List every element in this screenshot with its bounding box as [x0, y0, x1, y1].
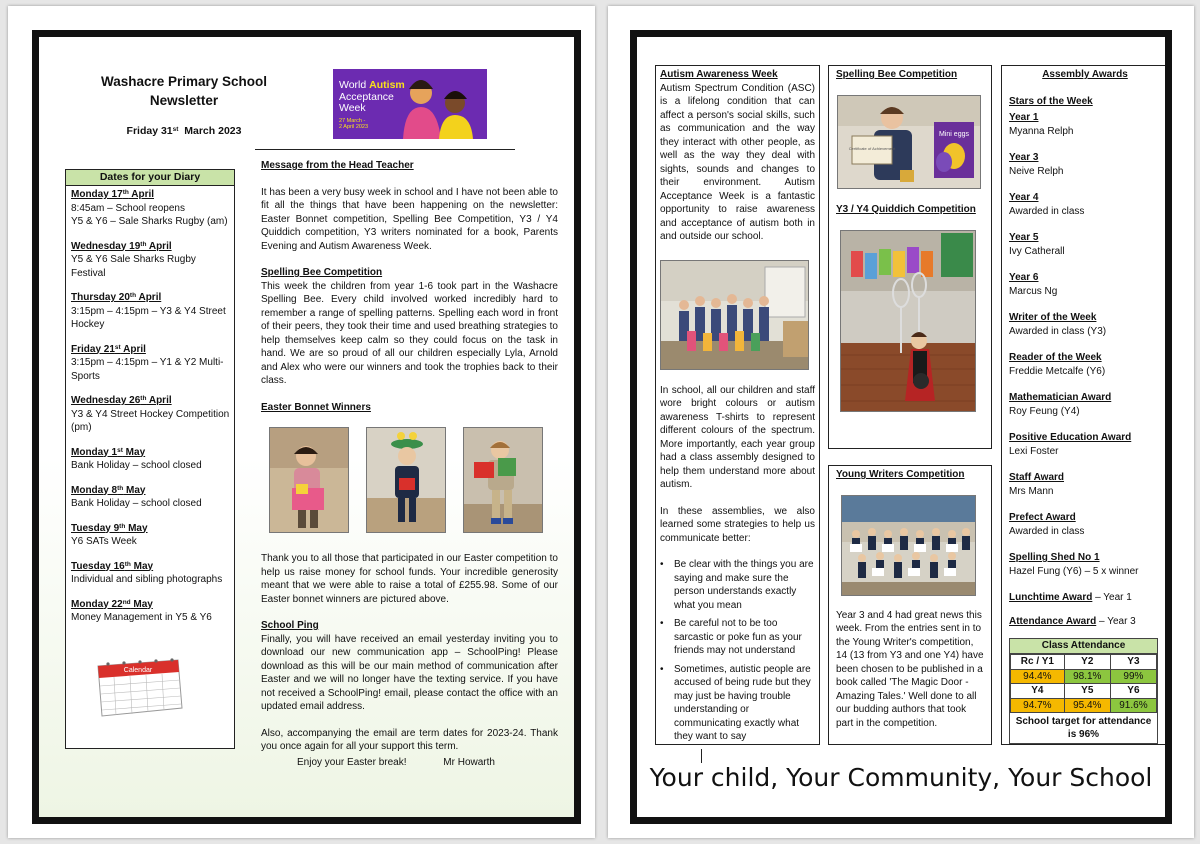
attendance-percentage: 94.7%	[1011, 698, 1065, 713]
diary-day-suffix: th	[140, 395, 147, 402]
diary-day-suffix: st	[114, 343, 121, 351]
diary-entry	[71, 484, 230, 511]
attendance-class-label: Rc / Y1	[1011, 655, 1065, 670]
diary-month: April	[120, 343, 146, 355]
diary-day: Wednesday 19	[71, 240, 141, 252]
date-day: Friday 31	[126, 125, 173, 137]
calendar-label: Calendar	[123, 667, 153, 674]
banner-dates-2: 2 April 2023	[339, 124, 369, 130]
diary-month: May	[130, 560, 154, 572]
strategy-item: • Be clear with the things you are saying and make sure the person understands exactly what you mean	[660, 558, 815, 612]
banner-week: Week	[339, 102, 366, 114]
easter-photo-2	[366, 427, 446, 533]
diary-day: Monday 8	[71, 484, 118, 496]
attendance-target: School target for attendance is 96%	[1015, 716, 1152, 740]
mini-eggs-label: Mini eggs	[939, 130, 969, 138]
attendance-percentage: 99%	[1110, 669, 1156, 684]
attendance-class-label: Y2	[1064, 655, 1110, 670]
spelling-bee-photo	[837, 95, 981, 189]
young-writers-box	[828, 465, 992, 745]
diary-entry-detail: Money Management in Y5 & Y6	[71, 612, 212, 623]
award-recipient: Marcus Ng	[1009, 285, 1058, 297]
school-name: Washacre Primary School	[100, 74, 268, 89]
award-recipient: Hazel Fung (Y6) – 5 x winner	[1009, 565, 1139, 577]
young-writers-photo	[841, 495, 976, 596]
diary-day-suffix: st	[117, 446, 123, 454]
spelling-bee-heading: Spelling Bee Competition	[261, 267, 383, 278]
diary-entry-date	[71, 343, 230, 357]
signoff-line	[261, 756, 558, 770]
award-entry	[1009, 311, 1161, 338]
text-cursor	[701, 749, 702, 763]
autism-strategies-list	[660, 558, 815, 744]
banner-world: World	[339, 79, 367, 91]
autism-intro-text: Autism Spectrum Condition (ASC) is a lifelong condition that can affect a person's social skills, such as communication and the way they interact with other people, as well as the way they deal with sights, sounds and changes to their environment. Autism Acceptance Week is a fantastic opportunity to raise awareness and acceptance of autism both in and outside our school.	[660, 82, 815, 242]
easter-photo-3	[463, 427, 543, 533]
diary-entry	[71, 522, 230, 549]
diary-day-suffix: th	[119, 522, 126, 530]
diary-month: April	[146, 395, 172, 406]
award-entry	[1009, 351, 1161, 378]
diary-entry-date	[71, 522, 230, 536]
banner-text	[339, 80, 405, 131]
quidditch-photo	[840, 230, 976, 412]
class-attendance-title: Class Attendance	[1010, 639, 1157, 654]
award-recipient: Lexi Foster	[1009, 445, 1059, 457]
award-entry	[1009, 391, 1161, 418]
spelling-quidditch-box	[828, 65, 992, 449]
easter-competition-text: Thank you to all those that participated in our Easter competition to help us raise money for school funds. Your incredible generosity meant that we were able to raise a total of £255.98. Some of our Easter bonnet winners are pictured above.	[261, 553, 558, 605]
award-title: Positive Education Award	[1009, 432, 1132, 443]
diary-month: April	[128, 189, 155, 200]
award-recipient: Awarded in class (Y3)	[1009, 325, 1107, 337]
diary-entry	[71, 560, 230, 587]
diary-entry-detail: Bank Holiday – school closed	[71, 498, 202, 509]
diary-entry	[71, 343, 230, 384]
certificate-label: Certificate of Achievement	[848, 145, 896, 151]
diary-day: Friday 21	[71, 343, 115, 355]
quidditch-heading: Y3 / Y4 Quiddich Competition	[836, 203, 976, 215]
award-recipient: Mrs Mann	[1009, 485, 1054, 497]
award-entry	[1009, 551, 1161, 578]
award-title: Year 4	[1009, 192, 1039, 203]
attendance-class-label: Y6	[1110, 684, 1156, 699]
newsletter-word: Newsletter	[149, 93, 219, 108]
diary-entry	[71, 394, 230, 435]
lunchtime-award-value: – Year 1	[1092, 592, 1132, 603]
diary-entry-date	[71, 394, 230, 408]
award-recipient: Ivy Catherall	[1009, 245, 1065, 257]
diary-day-suffix: th	[122, 189, 129, 196]
young-writers-heading: Young Writers Competition	[836, 469, 965, 480]
newsletter-page-2	[608, 6, 1194, 838]
banner-acceptance: Acceptance	[339, 90, 394, 103]
awards-list	[1009, 111, 1161, 578]
strategy-item: • Be careful not to be too sarcastic or poke fun as your friends may not understand	[660, 617, 815, 658]
diary-month: April	[146, 240, 172, 252]
diary-entry-date	[71, 446, 230, 460]
assembly-awards-heading: Assembly Awards	[1042, 69, 1128, 80]
diary-entry-date	[71, 598, 230, 612]
diary-entry-detail: 3:15pm – 4:15pm – Y1 & Y2 Multi-Sports	[71, 357, 224, 382]
easter-bonnet-heading: Easter Bonnet Winners	[261, 401, 371, 413]
header-divider	[255, 149, 515, 150]
signoff-text: Enjoy your Easter break!	[297, 756, 407, 768]
young-writers-text: Year 3 and 4 had great news this week. From the entries sent in to the Young Writer's competition, 14 (13 from Y3 and one Y4) have been chosen to be published in a book called 'The Magic Door - Amazing Tales.' Well done to all our budding authors that took part in the competition.	[836, 609, 984, 729]
newsletter-page-1	[8, 6, 595, 838]
attendance-header-row	[1011, 684, 1157, 699]
diary-entry-detail: Y5 & Y6 – Sale Sharks Rugby (am)	[71, 216, 228, 227]
signature: Mr Howarth	[443, 756, 495, 768]
attendance-award-title: Attendance Award	[1009, 615, 1097, 627]
diary-day-suffix: th	[124, 560, 131, 568]
diary-day: Tuesday 9	[71, 522, 120, 534]
diary-day: Tuesday 16	[71, 560, 125, 572]
easter-photo-1	[269, 427, 349, 533]
autism-group-photo	[660, 260, 809, 370]
award-title: Reader of the Week	[1009, 352, 1102, 363]
award-recipient: Myanna Relph	[1009, 125, 1074, 137]
stars-of-week-heading: Stars of the Week	[1009, 95, 1093, 107]
diary-day-suffix: nd	[122, 598, 131, 606]
school-ping-text: Finally, you will have received an email yesterday inviting you to download our new communication app – SchoolPing! Please download as this will be our main method of communication after Easter and we will no longer have the texting service. If you have not received a SchoolPing! email, please contact the office with an updated email address.	[261, 633, 558, 712]
page-1-articles	[261, 159, 558, 769]
award-title: Writer of the Week	[1009, 312, 1097, 323]
diary-day: Wednesday 26	[71, 395, 141, 406]
award-title: Year 3	[1009, 152, 1039, 163]
award-entry	[1009, 431, 1161, 458]
attendance-class-label: Y4	[1011, 684, 1065, 699]
school-motto: Your child, Your Community, Your School	[649, 763, 1153, 792]
attendance-percentage: 98.1%	[1064, 669, 1110, 684]
award-entry	[1009, 231, 1161, 258]
award-recipient: Freddie Metcalfe (Y6)	[1009, 365, 1106, 377]
autism-school-text: In school, all our children and staff wore bright colours or autism awareness T-shirts to represent different colours of the spectrum. More importantly, each year group had a class assembly designed to help them understand more about autism.	[660, 384, 815, 490]
attendance-award	[1009, 615, 1161, 629]
diary-entry	[71, 291, 230, 332]
diary-day-suffix: th	[129, 292, 137, 299]
award-entry	[1009, 471, 1161, 498]
date-suffix: st	[172, 126, 179, 133]
diary-entry	[71, 598, 230, 625]
diary-entry-detail: Y3 & Y4 Street Hockey Competition (pm)	[71, 408, 230, 433]
term-dates-text: Also, accompanying the email are term dates for 2023-24. Thank you once again for all your support this term.	[261, 727, 558, 752]
diary-title: Dates for your Diary	[66, 170, 234, 186]
diary-entry-date	[71, 240, 230, 254]
award-title: Year 1	[1009, 112, 1039, 123]
diary-day-suffix: th	[140, 240, 147, 248]
attendance-percentage: 91.6%	[1110, 698, 1156, 713]
diary-entry-detail: 8:45am – School reopens	[71, 202, 185, 214]
autism-week-banner	[333, 69, 487, 139]
diary-list	[66, 186, 234, 625]
diary-entry-date	[71, 560, 230, 574]
school-ping-heading: School Ping	[261, 620, 319, 631]
diary-entry-detail: Y6 SATs Week	[71, 536, 137, 547]
award-entry	[1009, 511, 1161, 538]
diary-entry-detail: Bank Holiday – school closed	[71, 460, 202, 471]
diary-entry-date	[71, 188, 230, 202]
diary-entry-detail: Y5 & Y6 Sale Sharks Rugby Festival	[71, 254, 196, 279]
attendance-percentage: 95.4%	[1064, 698, 1110, 713]
attendance-value-row	[1011, 669, 1157, 684]
award-title: Prefect Award	[1009, 512, 1076, 523]
diary-entry	[71, 188, 230, 229]
banner-dates: 27 March -	[339, 117, 366, 124]
diary-entry	[71, 446, 230, 473]
award-entry	[1009, 191, 1161, 218]
award-title: Spelling Shed No 1	[1009, 552, 1100, 563]
diary-day: Monday 22	[71, 598, 123, 610]
award-recipient: Roy Feung (Y4)	[1009, 405, 1080, 417]
award-title: Year 5	[1009, 232, 1039, 243]
diary-day: Monday 1	[71, 446, 118, 458]
attendance-class-label: Y3	[1110, 655, 1156, 670]
assembly-awards-box	[1001, 65, 1165, 745]
diary-month: May	[130, 598, 153, 610]
easter-photos	[261, 422, 558, 550]
school-name-title	[89, 72, 279, 110]
attendance-percentage: 94.4%	[1011, 669, 1065, 684]
strategy-item: • Sometimes, autistic people are accused of being rude but they may just be having trouble understanding or communicating exactly what they want to say	[660, 663, 815, 744]
diary-month: May	[122, 446, 146, 458]
award-recipient: Awarded in class	[1009, 525, 1085, 537]
newsletter-date	[99, 125, 269, 137]
date-rest: March 2023	[178, 125, 242, 137]
attendance-award-value: – Year 3	[1096, 615, 1136, 627]
award-recipient: Awarded in class	[1009, 205, 1085, 217]
head-teacher-heading: Message from the Head Teacher	[261, 160, 414, 171]
diary-entry-date	[71, 291, 230, 305]
diary-box	[65, 169, 235, 749]
diary-month: May	[125, 522, 148, 534]
page-1-border	[32, 30, 581, 824]
spelling-bee-text: This week the children from year 1-6 took part in the Washacre Spelling Bee. Every child involved worked incredibly hard to remember a range of spelling patterns. Spelling each word in front of their peers, they took their time and used breathing strategies to help themselves keep calm so they could focus on the task in hand. We are so proud of all our children especially Lyla, Arnold and Alex who were our winners and took the trophies back to their class.	[261, 280, 558, 386]
award-entry	[1009, 151, 1161, 178]
award-title: Mathematician Award	[1009, 392, 1112, 403]
award-title: Staff Award	[1009, 472, 1065, 483]
attendance-class-label: Y5	[1064, 684, 1110, 699]
diary-entry-date	[71, 484, 230, 498]
lunchtime-award-title: Lunchtime Award	[1009, 592, 1093, 603]
attendance-header-row	[1011, 655, 1157, 670]
attendance-grid	[1010, 654, 1157, 713]
diary-month: May	[123, 484, 146, 496]
award-recipient: Neive Relph	[1009, 165, 1064, 177]
calendar-icon	[94, 658, 186, 720]
award-title: Year 6	[1009, 272, 1039, 283]
lunchtime-award	[1009, 591, 1161, 605]
banner-autism: Autism	[369, 79, 405, 91]
diary-entry-detail: Individual and sibling photographs	[71, 574, 223, 585]
diary-day-suffix: th	[117, 484, 124, 492]
head-teacher-message: It has been a very busy week in school and I have not been able to fit all the things that have been happening on the newsletter: Easter Bonnet competition, Spelling Bee Competition, Y3 / Y4 Quiddich competition, Y3 writers nominated for a book, Parents Evening and Autism Awareness Week.	[261, 186, 558, 252]
autism-heading: Autism Awareness Week	[660, 69, 778, 80]
autism-assemblies-text: In these assemblies, we also learned some strategies to help us communicate better:	[660, 505, 815, 544]
diary-month: April	[136, 292, 162, 303]
attendance-value-row	[1011, 698, 1157, 713]
diary-day: Monday 17	[71, 189, 123, 200]
spelling-bee-photo-heading: Spelling Bee Competition	[836, 69, 958, 80]
award-entry	[1009, 271, 1161, 298]
class-attendance-table	[1009, 638, 1158, 744]
diary-entry	[71, 240, 230, 281]
page-2-border	[630, 30, 1172, 824]
autism-awareness-box	[655, 65, 820, 745]
diary-entry-detail: 3:15pm – 4:15pm – Y3 & Y4 Street Hockey	[71, 305, 226, 330]
award-entry	[1009, 111, 1161, 138]
diary-day: Thursday 20	[71, 292, 130, 303]
